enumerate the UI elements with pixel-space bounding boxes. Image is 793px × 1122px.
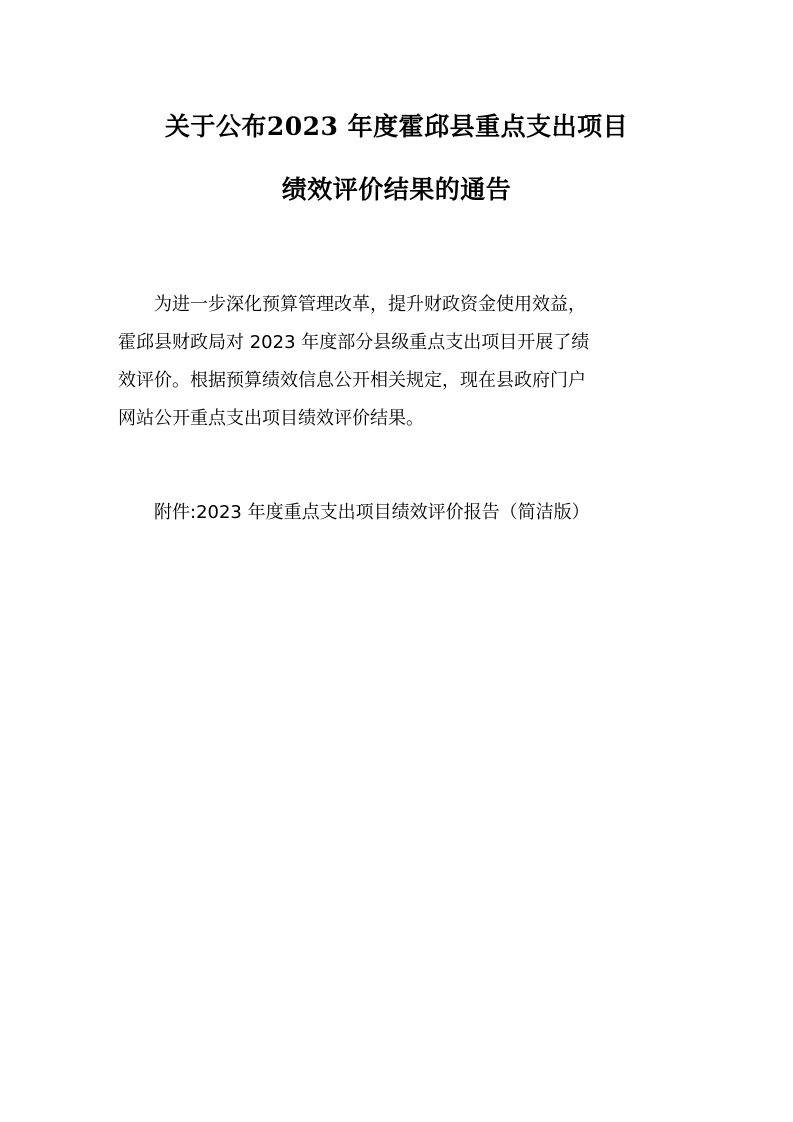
attachment-line: 附件:2023 年度重点支出项目绩效评价报告（简洁版） bbox=[118, 502, 590, 523]
document-title-line-2: 绩效评价结果的通告 bbox=[281, 175, 512, 204]
document-title-line-1: 关于公布2023 年度霍邱县重点支出项目 bbox=[164, 112, 629, 141]
body-paragraph bbox=[118, 286, 678, 438]
body-line: 霍邱县财政局对 2023 年度部分县级重点支出项目开展了绩 bbox=[118, 332, 590, 353]
attachment-note bbox=[118, 494, 678, 532]
body-line: 为进一步深化预算管理改革，提升财政资金使用效益， bbox=[118, 294, 586, 315]
body-line: 效评价。根据预算绩效信息公开相关规定，现在县政府门户 bbox=[118, 370, 586, 391]
body-line: 网站公开重点支出项目绩效评价结果。 bbox=[118, 408, 424, 429]
